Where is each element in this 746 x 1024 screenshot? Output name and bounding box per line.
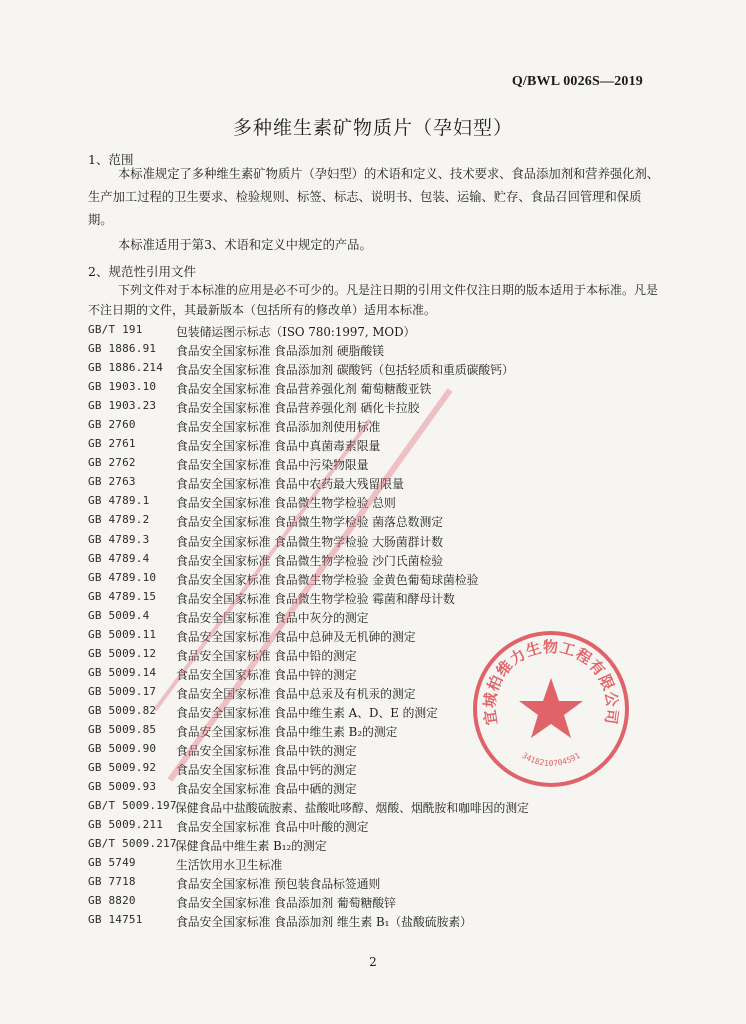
reference-code: GB/T 191 (88, 323, 143, 336)
reference-code: GB 4789.2 (88, 513, 150, 527)
reference-row (88, 837, 688, 856)
reference-title: 食品安全国家标准 食品中真菌毒素限量 (176, 439, 381, 454)
reference-title: 食品安全国家标准 食品微生物学检验 沙门氏菌检验 (176, 553, 444, 568)
reference-title: 食品安全国家标准 食品营养强化剂 葡萄糖酸亚铁 (176, 382, 432, 397)
section-1-heading: 1、范围 (88, 152, 134, 167)
reference-row (88, 494, 688, 513)
reference-row (88, 552, 688, 571)
reference-title: 保健食品中维生素 B₁₂的测定 (175, 839, 327, 854)
reference-row (88, 856, 688, 875)
section-1-paragraph-1: 本标准规定了多种维生素矿物质片（孕妇型）的术语和定义、技术要求、食品添加剂和营养强化剂、生产加工过程的卫生要求、检验规则、标签、标志、说明书、包装、运输、贮存、食品召回管理和保质期。 (88, 167, 660, 227)
reference-row (88, 799, 688, 818)
reference-code: GB 4789.15 (88, 589, 157, 603)
reference-row (88, 380, 688, 399)
reference-title: 保健食品中盐酸硫胺素、盐酸吡哆醇、烟酸、烟酰胺和咖啡因的测定 (175, 801, 529, 816)
reference-title: 食品安全国家标准 食品中钙的测定 (176, 763, 357, 778)
reference-title: 食品安全国家标准 食品中硒的测定 (176, 782, 357, 797)
reference-title: 食品安全国家标准 食品中总砷及无机砷的测定 (176, 629, 416, 644)
reference-row (88, 513, 688, 532)
reference-code: GB 5749 (88, 856, 136, 870)
reference-title: 食品安全国家标准 预包装食品标签通则 (176, 877, 381, 892)
reference-title: 生活饮用水卫生标准 (176, 858, 283, 873)
reference-title: 食品安全国家标准 食品添加剂 维生素 B₁（盐酸硫胺素） (176, 915, 472, 930)
reference-title: 食品安全国家标准 食品微生物学检验 金黄色葡萄球菌检验 (176, 572, 479, 587)
reference-row (88, 437, 688, 456)
reference-code: GB 5009.12 (88, 646, 157, 660)
reference-title: 食品安全国家标准 食品中总汞及有机汞的测定 (176, 686, 416, 701)
reference-row (88, 456, 688, 475)
reference-row (88, 818, 688, 837)
reference-code: GB 5009.17 (88, 684, 157, 698)
reference-row (88, 361, 688, 380)
reference-code: GB 5009.11 (88, 627, 157, 641)
company-seal (470, 628, 632, 790)
document-title: 多种维生素矿物质片（孕妇型） (232, 117, 513, 139)
reference-row (88, 875, 688, 894)
reference-code: GB 2762 (88, 456, 136, 470)
reference-code: GB/T 5009.197 (88, 799, 177, 813)
reference-code: GB 5009.4 (88, 608, 150, 622)
reference-title: 食品安全国家标准 食品微生物学检验 总则 (176, 496, 396, 511)
reference-row (88, 475, 688, 494)
reference-code: GB 4789.1 (88, 494, 150, 508)
reference-code: GB 2761 (88, 437, 136, 451)
reference-code: GB 2760 (88, 418, 136, 432)
reference-row (88, 590, 688, 609)
seal-text: 宜城柏维力生物工程有限公司 (480, 637, 622, 727)
reference-code: GB 1886.214 (88, 361, 164, 375)
reference-code: GB 1886.91 (88, 342, 157, 356)
reference-title: 食品安全国家标准 食品中叶酸的测定 (176, 820, 369, 835)
reference-code: GB/T 5009.217 (88, 837, 177, 851)
reference-code: GB 4789.4 (88, 551, 150, 565)
reference-row (88, 342, 688, 361)
reference-title: 食品安全国家标准 食品中铁的测定 (176, 744, 357, 759)
reference-title: 食品安全国家标准 食品营养强化剂 硒化卡拉胶 (176, 401, 420, 416)
reference-code: GB 1903.10 (88, 380, 157, 394)
reference-row (88, 571, 688, 590)
seal-number: 3418210704591 (520, 750, 582, 769)
reference-code: GB 5009.82 (88, 703, 157, 717)
reference-code: GB 5009.90 (88, 742, 157, 756)
reference-row (88, 609, 688, 628)
reference-title: 食品安全国家标准 食品添加剂 硬脂酸镁 (176, 344, 385, 359)
reference-row (88, 894, 688, 913)
reference-title: 食品安全国家标准 食品中维生素 B₂的测定 (176, 724, 398, 739)
reference-title: 食品安全国家标准 食品微生物学检验 大肠菌群计数 (176, 534, 444, 549)
standard-number: Q/BWL 0026S—2019 (511, 74, 643, 89)
section-1-paragraph-2: 本标准适用于第3、术语和定义中规定的产品。 (118, 238, 372, 252)
reference-code: GB 14751 (88, 913, 143, 927)
reference-code: GB 4789.3 (88, 532, 150, 546)
reference-title: 包装储运图示标志（ISO 780:1997, MOD） (176, 325, 416, 339)
section-2-paragraph-1: 下列文件对于本标准的应用是必不可少的。凡是注日期的引用文件仅注日期的版本适用于本标准。凡是不注日期的文件，其最新版本（包括所有的修改单）适用本标准。 (88, 283, 659, 317)
reference-title: 食品安全国家标准 食品添加剂 葡萄糖酸锌 (176, 896, 396, 911)
page-number: 2 (369, 955, 377, 969)
reference-title: 食品安全国家标准 食品微生物学检验 霉菌和酵母计数 (176, 591, 455, 606)
reference-title: 食品安全国家标准 食品中农药最大残留限量 (176, 477, 404, 492)
reference-code: GB 1903.23 (88, 399, 157, 413)
reference-title: 食品安全国家标准 食品添加剂使用标准 (176, 420, 381, 435)
reference-code: GB 5009.211 (88, 818, 164, 832)
reference-code: GB 7718 (88, 875, 136, 889)
reference-code: GB 5009.14 (88, 665, 157, 679)
reference-code: GB 5009.85 (88, 722, 157, 736)
reference-title: 食品安全国家标准 食品中铅的测定 (176, 648, 357, 663)
reference-code: GB 2763 (88, 475, 136, 489)
reference-title: 食品安全国家标准 食品中锌的测定 (176, 667, 357, 682)
reference-title: 食品安全国家标准 食品微生物学检验 菌落总数测定 (176, 515, 444, 530)
reference-title: 食品安全国家标准 食品中灰分的测定 (176, 610, 369, 625)
reference-row (88, 399, 688, 418)
reference-title: 食品安全国家标准 食品中维生素 A、D、E 的测定 (176, 705, 438, 720)
reference-row (88, 913, 688, 932)
reference-row (88, 323, 688, 342)
reference-row (88, 418, 688, 437)
reference-code: GB 8820 (88, 894, 136, 908)
reference-code: GB 4789.10 (88, 570, 157, 584)
reference-code: GB 5009.92 (88, 761, 157, 775)
seal-star-icon (519, 678, 583, 738)
reference-title: 食品安全国家标准 食品中污染物限量 (176, 458, 369, 473)
reference-title: 食品安全国家标准 食品添加剂 碳酸钙（包括轻质和重质碳酸钙） (176, 363, 514, 378)
reference-row (88, 533, 688, 552)
section-2-heading: 2、规范性引用文件 (88, 264, 196, 279)
reference-code: GB 5009.93 (88, 780, 157, 794)
